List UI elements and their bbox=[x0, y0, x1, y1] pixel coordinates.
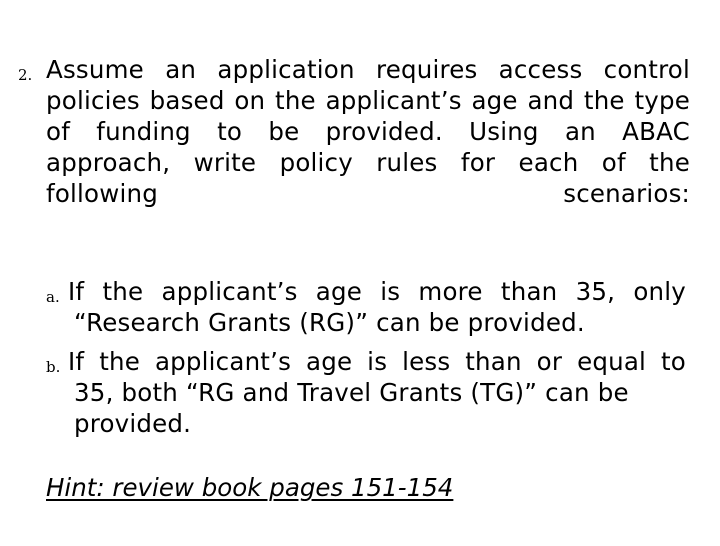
question-text: Assume an application requires access control policies based on the applicant’s age and the type of funding to be provided. Using an ABAC approach, write policy rules for each of the following scenarios: bbox=[46, 55, 690, 208]
scenario-a-continuation: “Research Grants (RG)” can be provided. bbox=[74, 308, 585, 337]
scenario-a-marker: a. bbox=[46, 288, 60, 306]
scenario-b-marker: b. bbox=[46, 358, 61, 376]
scenario-b bbox=[68, 346, 686, 439]
scenario-b-continuation: 35, both “RG and Travel Grants (TG)” can be provided. bbox=[74, 378, 629, 438]
question-number: 2. bbox=[18, 66, 33, 84]
scenario-a bbox=[68, 276, 686, 338]
scenario-b-line-1: If the applicant’s age is less than or equal to bbox=[68, 347, 686, 376]
hint-text: Hint: review book pages 151-154 bbox=[46, 473, 454, 502]
scenario-a-line-1: If the applicant’s age is more than 35, only bbox=[68, 277, 686, 306]
